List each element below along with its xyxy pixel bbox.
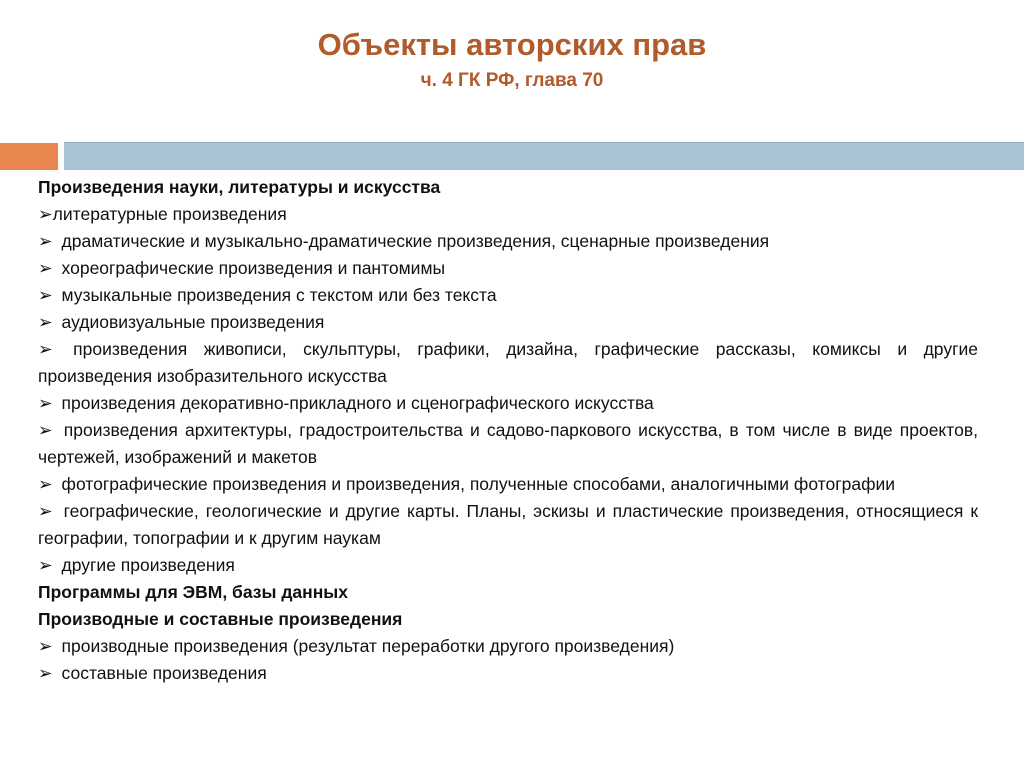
list-item: ➢ другие произведения — [38, 555, 235, 575]
arrow-bullet-icon: ➢ — [38, 339, 53, 359]
arrow-bullet-icon: ➢ — [38, 231, 53, 251]
arrow-bullet-icon: ➢ — [38, 312, 53, 332]
list-item: ➢ составные произведения — [38, 663, 267, 683]
arrow-bullet-icon: ➢ — [38, 474, 53, 494]
list-item: ➢ хореографические произведения и пантомимы — [38, 258, 446, 278]
list-item: ➢ музыкальные произведения с текстом или без текста — [38, 285, 497, 305]
slide-title: Объекты авторских прав — [317, 27, 707, 62]
arrow-bullet-icon: ➢ — [38, 663, 53, 683]
list-item: ➢ производные произведения (результат переработки другого произведения) — [38, 636, 675, 656]
list-item: ➢ произведения живописи, скульптуры, графики, дизайна, графические рассказы, комиксы и другие произведения изобразительного искусства — [38, 339, 978, 386]
arrow-bullet-icon: ➢ — [38, 204, 53, 224]
content-body — [38, 174, 978, 687]
slide-subtitle: ч. 4 ГК РФ, глава 70 — [420, 70, 604, 91]
arrow-bullet-icon: ➢ — [38, 555, 53, 575]
arrow-bullet-icon: ➢ — [38, 636, 53, 656]
list-item: ➢ произведения архитектуры, градостроительства и садово-паркового искусства, в том числе в виде проектов, чертежей, изображений и макетов — [38, 420, 978, 467]
accent-bar-blue — [64, 143, 1024, 170]
list-item: ➢ драматические и музыкально-драматические произведения, сценарные произведения — [38, 231, 770, 251]
list-item: ➢ фотографические произведения и произведения, полученные способами, аналогичными фотографии — [38, 474, 896, 494]
arrow-bullet-icon: ➢ — [38, 258, 53, 278]
list-item: ➢литературные произведения — [38, 204, 287, 224]
arrow-bullet-icon: ➢ — [38, 285, 53, 305]
list-item: ➢ произведения декоративно-прикладного и сценографического искусства — [38, 393, 654, 413]
arrow-bullet-icon: ➢ — [38, 393, 53, 413]
section-heading-derivative: Производные и составные произведения — [38, 609, 403, 629]
accent-bar-orange — [0, 143, 58, 170]
arrow-bullet-icon: ➢ — [38, 501, 53, 521]
list-item: ➢ аудиовизуальные произведения — [38, 312, 325, 332]
arrow-bullet-icon: ➢ — [38, 420, 53, 440]
list-item: ➢ географические, геологические и другие карты. Планы, эскизы и пластические произведения, относящиеся к географии, топографии и к другим наукам — [38, 501, 978, 548]
section-heading-works: Произведения науки, литературы и искусства — [38, 177, 441, 197]
section-heading-software: Программы для ЭВМ, базы данных — [38, 582, 348, 602]
